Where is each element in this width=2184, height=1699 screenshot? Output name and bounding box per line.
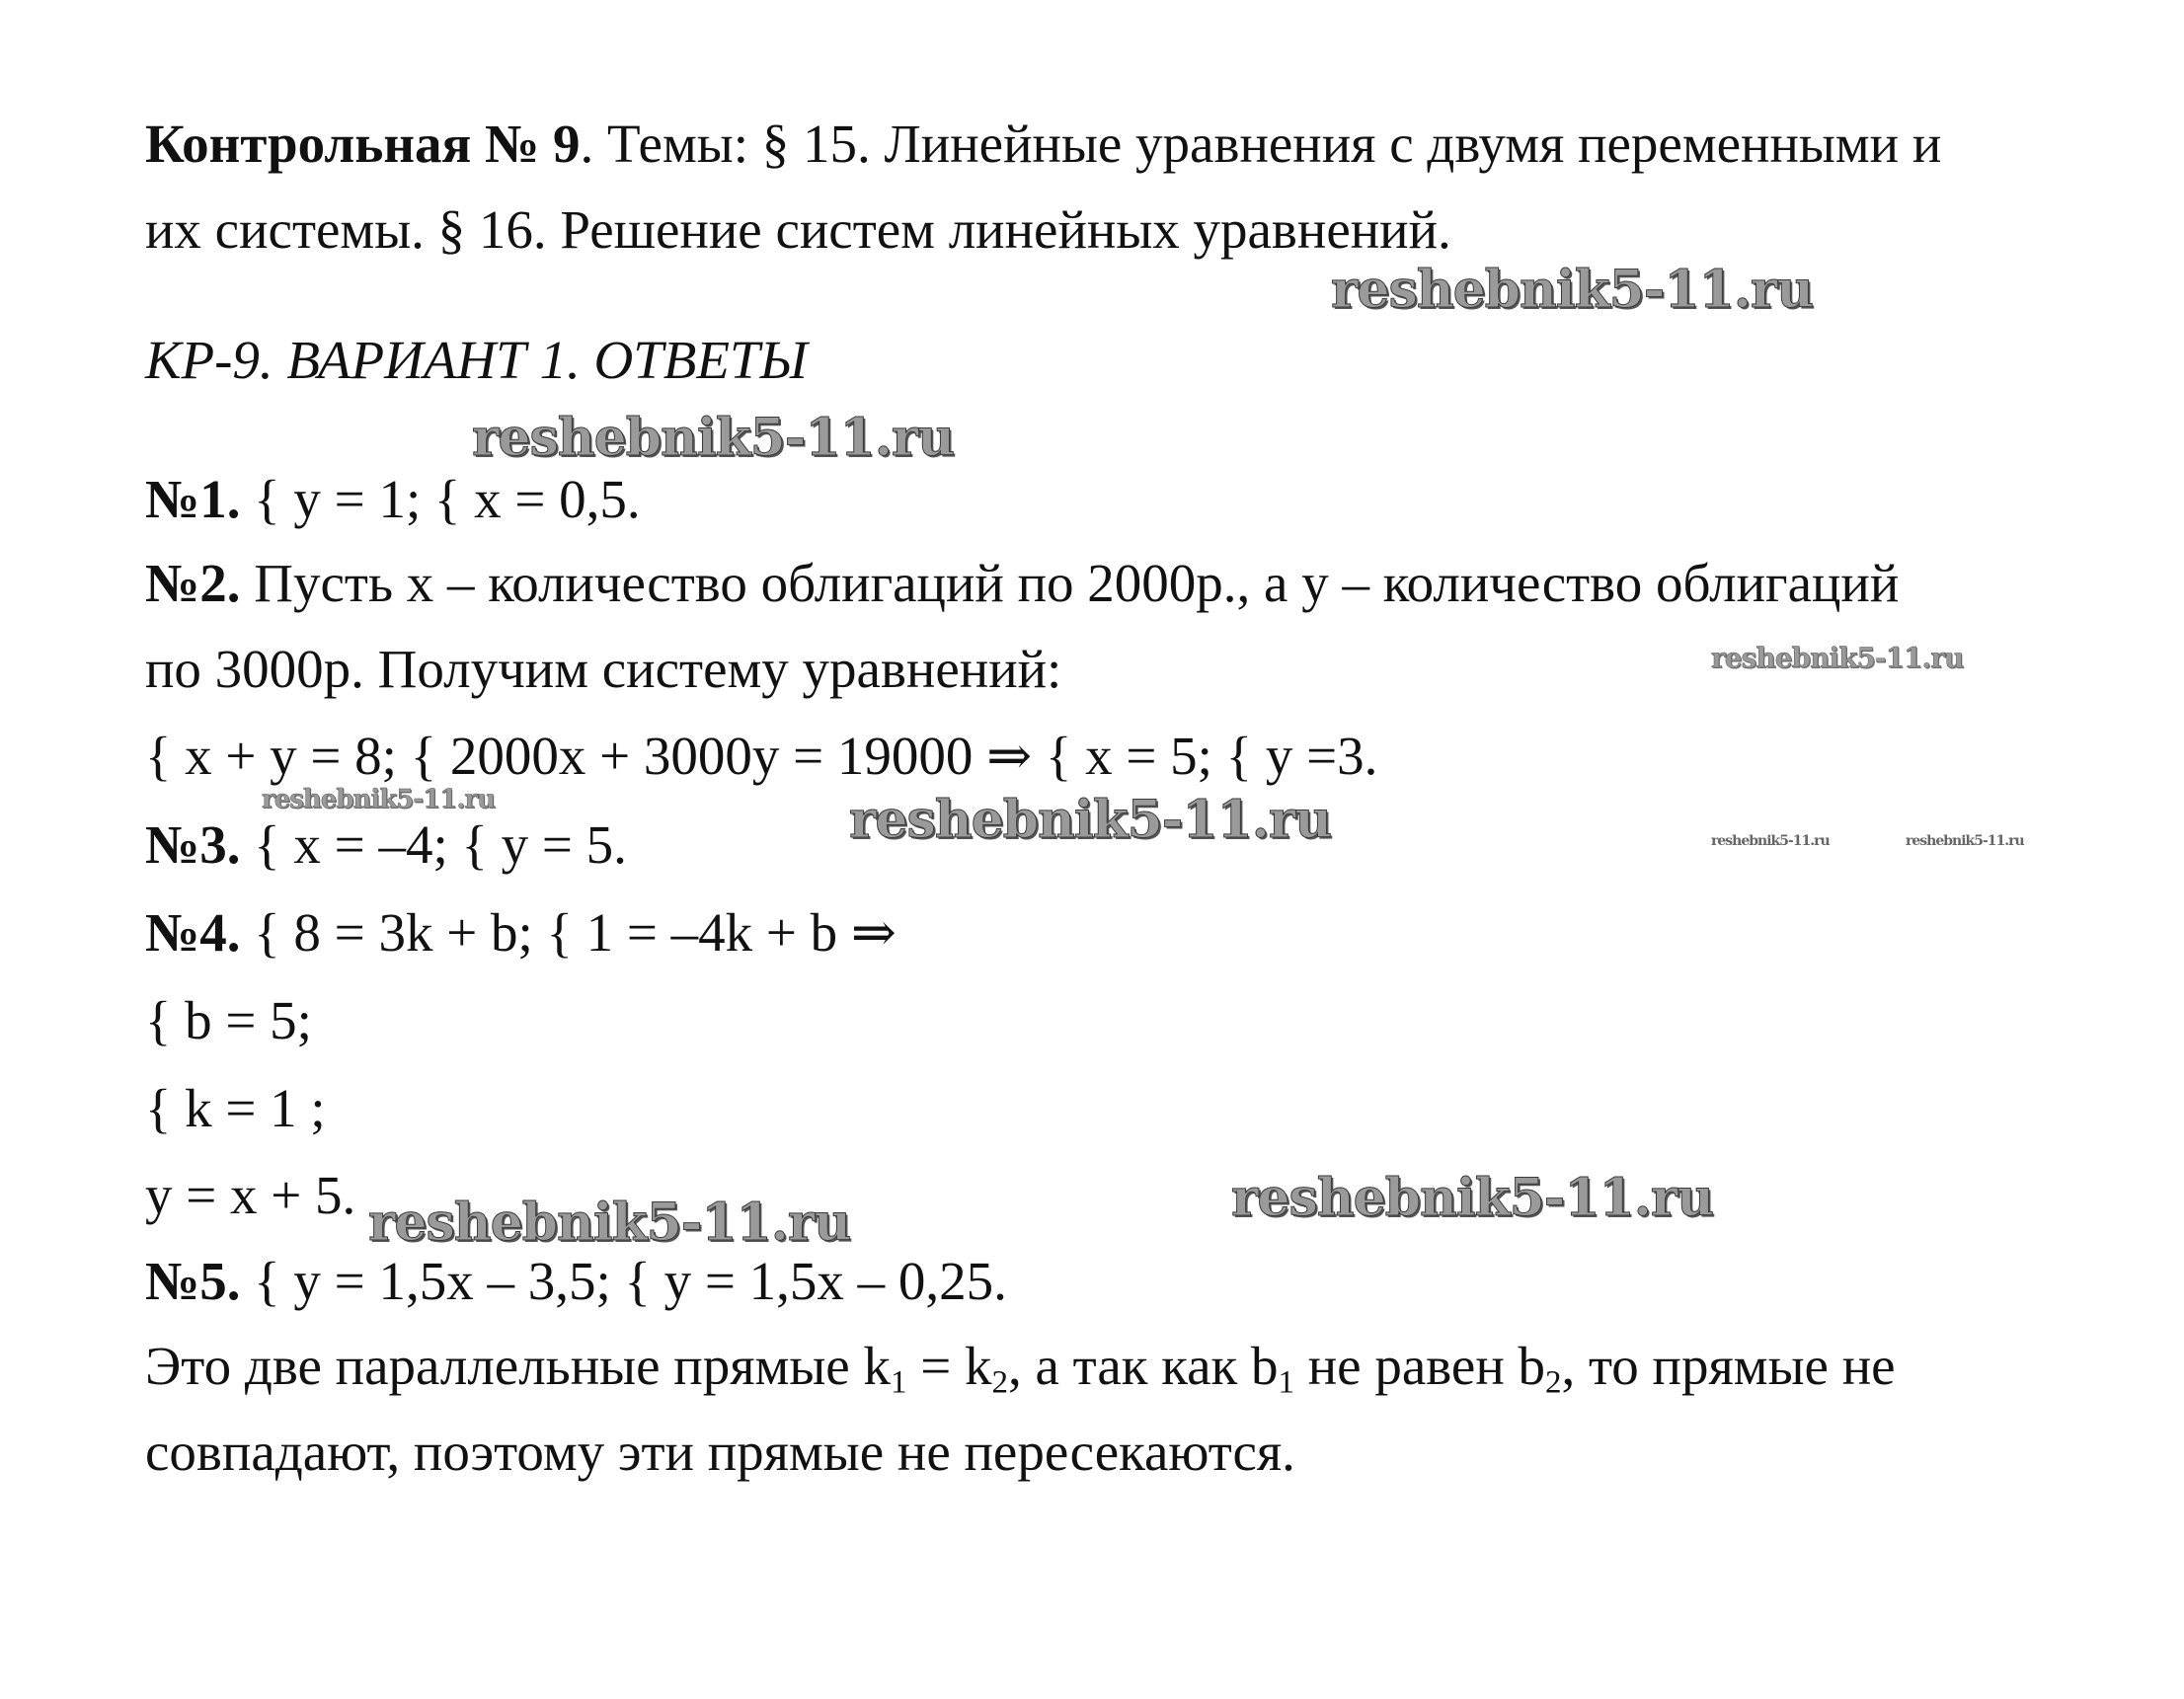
header-line-2: их системы. § 16. Решение систем линейных уравнений. — [145, 199, 1451, 260]
answer-4-line-3: { k = 1 ; — [145, 1078, 326, 1138]
watermark: reshebnik5-11.ru — [1711, 642, 1964, 674]
answer-4-line-1 — [145, 902, 897, 963]
watermark: reshebnik5-11.ru — [1231, 1168, 1714, 1228]
answer-1-number: №1. — [145, 469, 241, 529]
answer-2-text-1: Пусть x – количество облигаций по 2000р., а y – количество облигаций — [240, 553, 1900, 613]
header-title-bold: Контрольная № 9 — [145, 114, 581, 174]
answer-4-text-1: { 8 = 3k + b; { 1 = –4k + b ⇒ — [240, 902, 897, 963]
watermark: reshebnik5-11.ru — [1711, 833, 1830, 849]
watermark: reshebnik5-11.ru — [262, 785, 496, 814]
subscript-b2: 2 — [1545, 1364, 1562, 1401]
subscript-b1: 1 — [1278, 1364, 1294, 1401]
answer-2-line-1 — [145, 553, 1900, 613]
answer-3 — [145, 814, 627, 875]
answer-5-text-2a: Это две параллельные прямые k — [145, 1336, 891, 1396]
answer-5-line-2 — [145, 1336, 1896, 1401]
header-line-1 — [145, 114, 1942, 174]
subscript-k2: 2 — [991, 1364, 1008, 1401]
answer-1 — [145, 469, 641, 529]
watermark: reshebnik5-11.ru — [1331, 260, 1814, 320]
answer-5-text-1: { y = 1,5x – 3,5; { y = 1,5x – 0,25. — [240, 1251, 1007, 1311]
subscript-k1: 1 — [890, 1364, 907, 1401]
answer-5-number: №5. — [145, 1251, 241, 1311]
answer-2-line-2: по 3000р. Получим систему уравнений: — [145, 639, 1062, 699]
answer-5-text-2b: = k — [906, 1336, 992, 1396]
answer-3-number: №3. — [145, 814, 241, 875]
answer-5-text-2e: , то прямые не — [1561, 1336, 1896, 1396]
answer-5-text-2c: , а так как b — [1007, 1336, 1279, 1396]
watermark: reshebnik5-11.ru — [472, 408, 955, 468]
header-title-rest: . Темы: § 15. Линейные уравнения с двумя переменными и — [580, 114, 1942, 174]
watermark: reshebnik5-11.ru — [368, 1193, 851, 1253]
answer-4-number: №4. — [145, 902, 241, 963]
answer-2-number: №2. — [145, 553, 241, 613]
answer-3-text: { x = –4; { y = 5. — [240, 814, 627, 875]
answer-4-line-2: { b = 5; — [145, 990, 312, 1050]
watermark: reshebnik5-11.ru — [849, 790, 1332, 850]
answer-5-line-1 — [145, 1251, 1007, 1311]
answer-2-line-3: { x + y = 8; { 2000x + 3000y = 19000 ⇒ { x = 5; { y =3. — [145, 726, 1378, 786]
watermark: reshebnik5-11.ru — [1906, 833, 2024, 849]
variant-heading: КР-9. ВАРИАНТ 1. ОТВЕТЫ — [145, 330, 808, 390]
answer-1-text: { y = 1; { x = 0,5. — [240, 469, 641, 529]
answer-4-line-4: y = x + 5. — [145, 1165, 356, 1225]
answer-5-text-2d: не равен b — [1294, 1336, 1545, 1396]
answer-5-line-3: совпадают, поэтому эти прямые не пересекаются. — [145, 1422, 1295, 1482]
